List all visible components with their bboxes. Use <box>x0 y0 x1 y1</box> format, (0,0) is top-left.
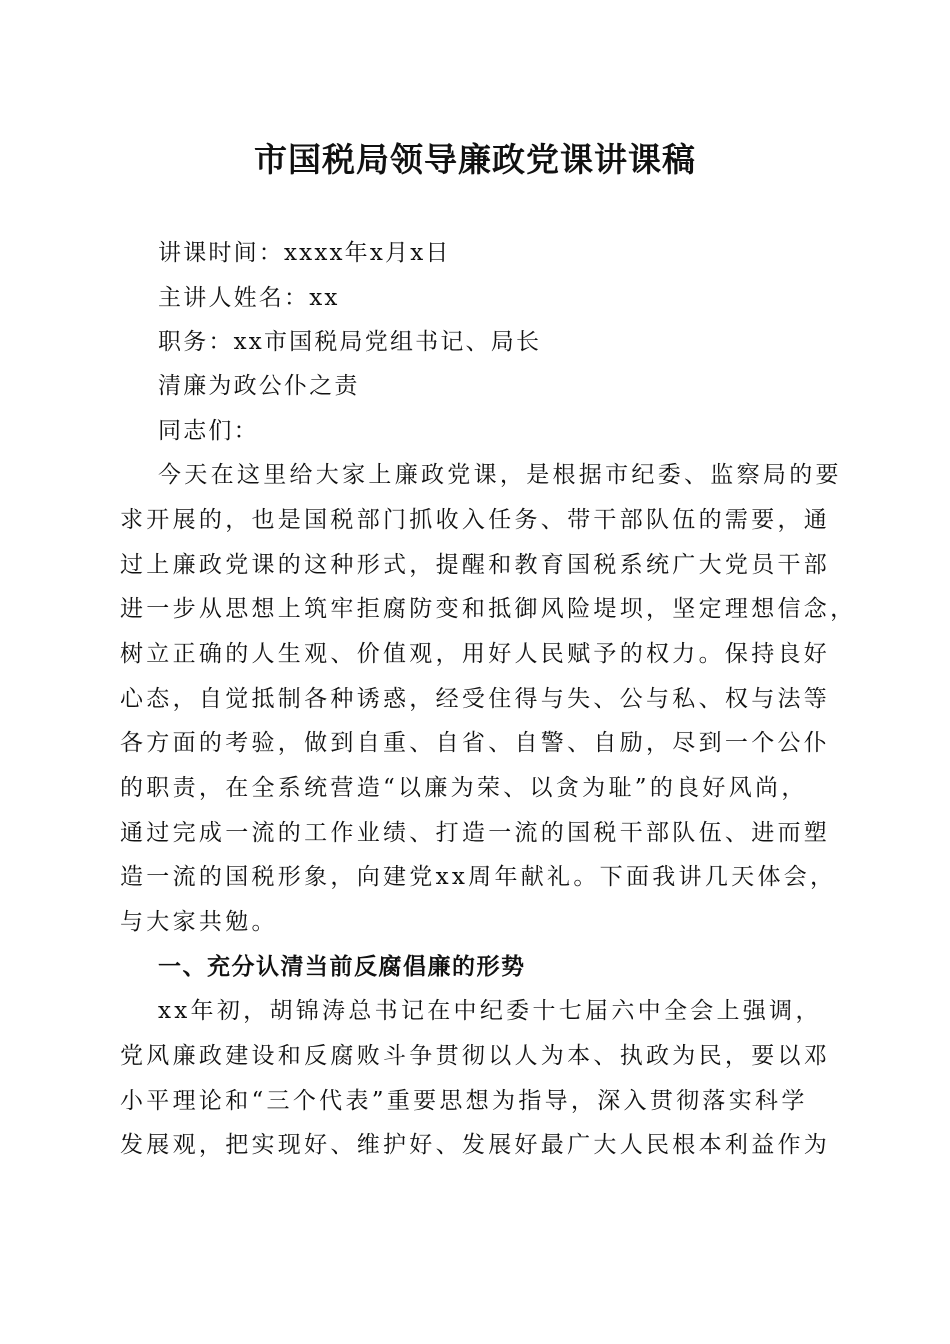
paragraph-line: 求开展的，也是国税部门抓收入任务、带干部队伍的需要，通 <box>120 507 831 533</box>
lecture-time: 讲课时间：xxxx年x月x日 <box>158 240 451 266</box>
paragraph-line: 造一流的国税形象，向建党xx周年献礼。下面我讲几天体会， <box>120 864 837 890</box>
paragraph-line: 小平理论和“三个代表”重要思想为指导，深入贯彻落实科学 <box>120 1088 808 1114</box>
paragraph-line: 进一步从思想上筑牢拒腐防变和抵御风险堤坝，坚定理想信念， <box>120 596 857 622</box>
section-heading: 一、充分认清当前反腐倡廉的形势 <box>158 954 526 980</box>
paragraph-line: 过上廉政党课的这种形式，提醒和教育国税系统广大党员干部 <box>120 552 831 578</box>
paragraph-line: 通过完成一流的工作业绩、打造一流的国税干部队伍、进而塑 <box>120 820 831 846</box>
lecture-subtitle: 清廉为政公仆之责 <box>158 373 360 399</box>
paragraph-line: 党风廉政建设和反腐败斗争贯彻以人为本、执政为民，要以邓 <box>120 1043 831 1069</box>
paragraph-line: 今天在这里给大家上廉政党课，是根据市纪委、监察局的要 <box>158 462 842 488</box>
document-title: 市国税局领导廉政党课讲课稿 <box>254 140 696 179</box>
paragraph-line: 树立正确的人生观、价值观，用好人民赋予的权力。保持良好 <box>120 641 831 667</box>
paragraph-line: xx年初，胡锦涛总书记在中纪委十七届六中全会上强调， <box>158 998 822 1024</box>
speaker-position: 职务：xx市国税局党组书记、局长 <box>158 329 542 355</box>
paragraph-line: 与大家共勉。 <box>120 909 278 935</box>
salutation: 同志们： <box>158 418 259 444</box>
paragraph-line: 的职责，在全系统营造“以廉为荣、以贪为耻”的良好风尚， <box>120 775 808 801</box>
paragraph-line: 发展观，把实现好、维护好、发展好最广大人民根本利益作为 <box>120 1132 831 1158</box>
speaker-name: 主讲人姓名：xx <box>158 285 340 311</box>
paragraph-line: 各方面的考验，做到自重、自省、自警、自励，尽到一个公仆 <box>120 730 831 756</box>
paragraph-line: 心态，自觉抵制各种诱惑，经受住得与失、公与私、权与法等 <box>120 686 831 712</box>
